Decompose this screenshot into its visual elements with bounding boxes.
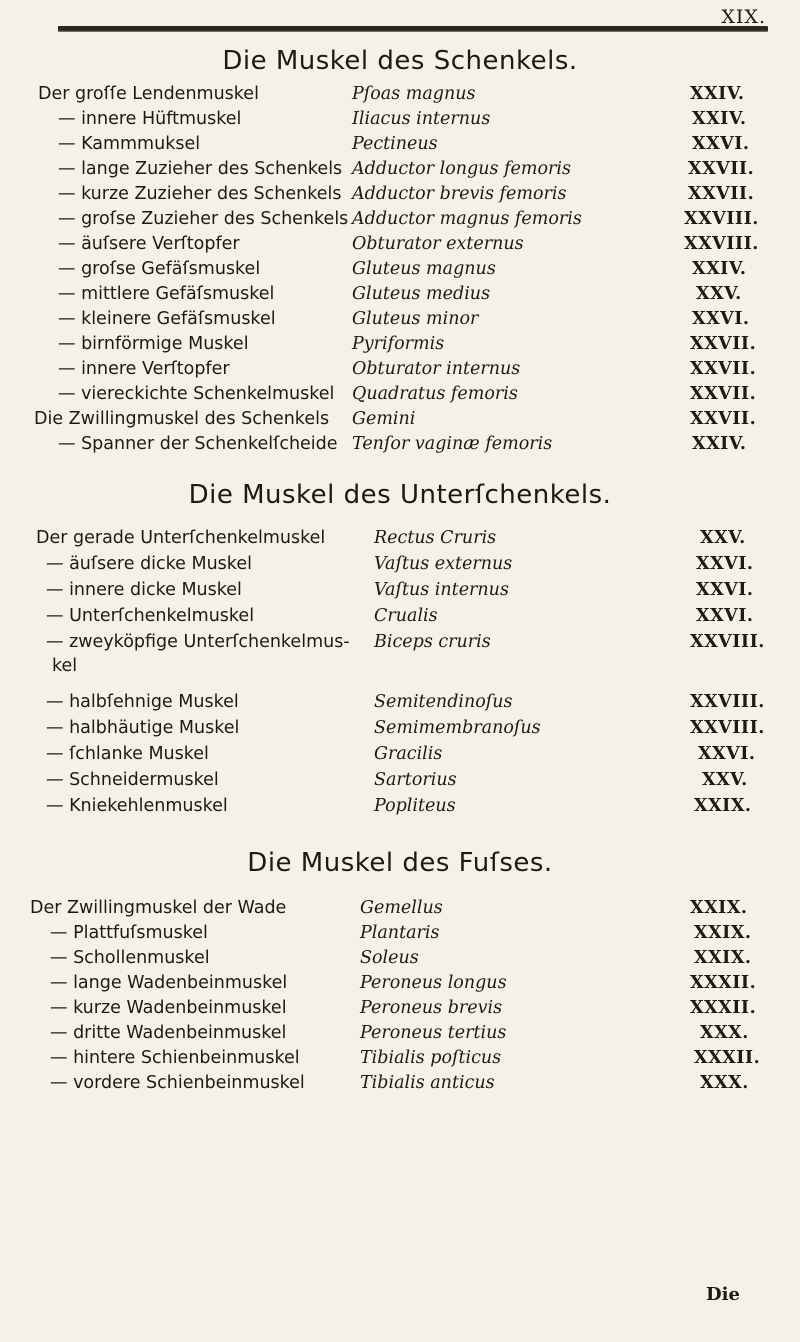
plate-number: XXVIII. (690, 718, 765, 738)
latin-name: Gluteus magnus (352, 259, 496, 279)
german-name: — Kammmuksel (58, 134, 201, 154)
german-name: — Schollenmuskel (50, 948, 210, 968)
table-row (0, 973, 800, 1001)
latin-name: Tenſor vaginæ femoris (352, 434, 553, 454)
plate-number: XXXII. (690, 973, 757, 993)
table-row (0, 259, 800, 287)
latin-name: Quadratus femoris (352, 384, 518, 404)
german-name: — dritte Wadenbeinmuskel (50, 1023, 287, 1043)
german-name: — äuſsere dicke Muskel (46, 554, 252, 574)
german-name: — zweyköpfige Unterſchenkelmus- (46, 632, 350, 652)
header-rule (58, 26, 768, 32)
plate-number: XXV. (696, 284, 742, 304)
latin-name: Rectus Cruris (374, 528, 497, 548)
table-row (0, 998, 800, 1026)
german-name: — innere dicke Muskel (46, 580, 242, 600)
german-name: — kurze Wadenbeinmuskel (50, 998, 287, 1018)
plate-number: XXXII. (694, 1048, 761, 1068)
plate-number: XXVII. (688, 184, 755, 204)
german-name: — halbſehnige Muskel (46, 692, 239, 712)
catchword: Die (706, 1284, 740, 1305)
latin-name: Soleus (360, 948, 419, 968)
page-number: XIX. (721, 6, 766, 28)
table-row (0, 606, 800, 634)
german-name: — Schneidermuskel (46, 770, 219, 790)
latin-name: Gluteus minor (352, 309, 479, 329)
table-row (0, 409, 800, 437)
german-name: — Plattfuſsmuskel (50, 923, 208, 943)
table-row (0, 434, 800, 462)
plate-number: XXIX. (694, 923, 752, 943)
german-name: — mittlere Gefäſsmuskel (58, 284, 275, 304)
latin-name: Sartorius (374, 770, 457, 790)
table-row (0, 184, 800, 212)
german-name: — ſchlanke Muskel (46, 744, 209, 764)
latin-name: Pſoas magnus (352, 84, 476, 104)
german-name: — hintere Schienbeinmuskel (50, 1048, 300, 1068)
german-name: Der gerade Unterſchenkelmuskel (36, 528, 326, 548)
latin-name: Plantaris (360, 923, 440, 943)
plate-number: XXVII. (690, 384, 757, 404)
german-name: — Spanner der Schenkelſcheide (58, 434, 338, 454)
latin-name: Biceps cruris (374, 632, 491, 652)
latin-name: Peroneus tertius (360, 1023, 507, 1043)
german-name: Der Zwillingmuskel der Wade (30, 898, 287, 918)
german-name: — innere Hüftmuskel (58, 109, 242, 129)
plate-number: XXVI. (696, 580, 754, 600)
table-row (0, 1023, 800, 1051)
plate-number: XXX. (700, 1073, 749, 1093)
section-title-thigh: Die Muskel des Schenkels. (222, 46, 578, 76)
plate-number: XXVII. (690, 409, 757, 429)
latin-name: Peroneus brevis (360, 998, 503, 1018)
german-name: — birnförmige Muskel (58, 334, 249, 354)
latin-name: Pectineus (352, 134, 438, 154)
german-name: — halbhäutige Muskel (46, 718, 240, 738)
plate-number: XXXII. (690, 998, 757, 1018)
plate-number: XXVIII. (690, 632, 765, 652)
german-name: — lange Wadenbeinmuskel (50, 973, 288, 993)
plate-number: XXX. (700, 1023, 749, 1043)
table-row (0, 134, 800, 162)
latin-name: Iliacus internus (352, 109, 491, 129)
table-row (0, 1048, 800, 1076)
section-title-lower-leg: Die Muskel des Unterſchenkels. (188, 480, 612, 510)
table-row (0, 796, 800, 824)
german-name: Die Zwillingmuskel des Schenkels (34, 409, 330, 429)
table-row (0, 923, 800, 951)
latin-name: Tibialis anticus (360, 1073, 495, 1093)
plate-number: XXVI. (698, 744, 756, 764)
table-row (0, 234, 800, 262)
german-name: — groſse Gefäſsmuskel (58, 259, 261, 279)
section-title-foot: Die Muskel des Fuſses. (247, 848, 553, 878)
table-row (0, 898, 800, 926)
table-row (0, 334, 800, 362)
latin-name: Semitendinoſus (374, 692, 513, 712)
table-row (0, 359, 800, 387)
german-name: — vordere Schienbeinmuskel (50, 1073, 305, 1093)
plate-number: XXIV. (692, 259, 747, 279)
latin-name: Vaſtus internus (374, 580, 509, 600)
german-name: — groſse Zuzieher des Schenkels (58, 209, 349, 229)
plate-number: XXVIII. (684, 234, 759, 254)
table-row (0, 384, 800, 412)
latin-name: Tibialis poſticus (360, 1048, 502, 1068)
latin-name: Gluteus medius (352, 284, 491, 304)
plate-number: XXIV. (692, 109, 747, 129)
plate-number: XXVIII. (684, 209, 759, 229)
plate-number: XXVII. (690, 334, 757, 354)
latin-name: Obturator externus (352, 234, 524, 254)
plate-number: XXIX. (690, 898, 748, 918)
german-name: — viereckichte Schenkelmuskel (58, 384, 335, 404)
plate-number: XXVII. (688, 159, 755, 179)
german-name: — lange Zuzieher des Schenkels (58, 159, 343, 179)
latin-name: Obturator internus (352, 359, 521, 379)
plate-number: XXVI. (692, 134, 750, 154)
german-name: — äuſsere Verſtopfer (58, 234, 240, 254)
latin-name: Semimembranoſus (374, 718, 541, 738)
table-row (0, 84, 800, 112)
plate-number: XXIX. (694, 796, 752, 816)
table-row (0, 209, 800, 237)
latin-name: Adductor longus femoris (352, 159, 571, 179)
table-row (0, 1073, 800, 1101)
latin-name: Peroneus longus (360, 973, 507, 993)
table-row (0, 718, 800, 746)
german-name: — Unterſchenkelmuskel (46, 606, 255, 626)
latin-name: Gemellus (360, 898, 443, 918)
german-name: Der groſſe Lendenmuskel (38, 84, 259, 104)
latin-name: Pyriformis (352, 334, 445, 354)
latin-name: Adductor brevis femoris (352, 184, 567, 204)
german-name: — Kniekehlenmuskel (46, 796, 228, 816)
table-row (0, 692, 800, 720)
latin-name: Vaſtus externus (374, 554, 513, 574)
plate-number: XXVI. (692, 309, 750, 329)
table-row (0, 554, 800, 582)
german-name: — kleinere Gefäſsmuskel (58, 309, 276, 329)
german-name: — kurze Zuzieher des Schenkels (58, 184, 342, 204)
table-row (0, 580, 800, 608)
table-row (0, 770, 800, 798)
table-row (0, 284, 800, 312)
plate-number: XXVI. (696, 554, 754, 574)
latin-name: Gemini (352, 409, 416, 429)
table-row (0, 528, 800, 556)
plate-number: XXVI. (696, 606, 754, 626)
german-name-continuation: kel (52, 656, 78, 676)
table-row (0, 744, 800, 772)
plate-number: XXIX. (694, 948, 752, 968)
plate-number: XXV. (702, 770, 748, 790)
table-row (0, 159, 800, 187)
plate-number: XXVIII. (690, 692, 765, 712)
latin-name: Adductor magnus femoris (352, 209, 582, 229)
table-row (0, 632, 800, 686)
latin-name: Popliteus (374, 796, 456, 816)
plate-number: XXIV. (690, 84, 745, 104)
table-row (0, 109, 800, 137)
latin-name: Crualis (374, 606, 438, 626)
latin-name: Gracilis (374, 744, 443, 764)
german-name: — innere Verſtopfer (58, 359, 230, 379)
table-row (0, 948, 800, 976)
plate-number: XXV. (700, 528, 746, 548)
table-row (0, 309, 800, 337)
plate-number: XXIV. (692, 434, 747, 454)
plate-number: XXVII. (690, 359, 757, 379)
